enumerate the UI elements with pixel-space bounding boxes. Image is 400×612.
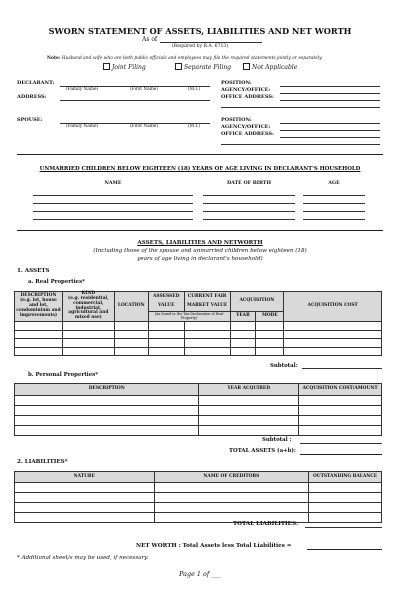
real-col-fmv-value: MARKET VALUE	[184, 303, 230, 312]
real-col-mode: MODE	[256, 312, 284, 322]
joint-filing-checkbox[interactable]	[103, 63, 110, 70]
total-assets-label: TOTAL ASSETS (a+b):	[229, 448, 296, 454]
separate-filing-label: Separate Filing	[184, 64, 232, 71]
liabilities-col-balance: OUTSTANDING BALANCE	[309, 472, 382, 483]
spouse-office-address-field[interactable]	[280, 137, 380, 138]
personal-properties-heading: b. Personal Properties*	[28, 372, 99, 378]
liabilities-col-nature: NATURE	[15, 472, 155, 483]
declarant-family-name-hint: (Family Name)	[66, 87, 99, 92]
declarant-agency-label: AGENCY/OFFICE:	[221, 87, 271, 93]
section-divider	[17, 230, 383, 231]
child-dob-field[interactable]	[203, 211, 295, 212]
child-age-field[interactable]	[303, 219, 365, 220]
real-properties-heading: a. Real Properties*	[28, 279, 85, 285]
total-liabilities-label: TOTAL LIABILITIES:	[233, 521, 299, 527]
real-col-description: DESCRIPTION (e.g. lot, house and lot, condominium and improvements)	[15, 292, 63, 322]
real-col-cost: ACQUISITION COST	[284, 292, 382, 322]
alnw-title: ASSETS, LIABILITIES AND NETWORTH	[137, 240, 263, 246]
declarant-address-field[interactable]	[60, 100, 210, 101]
declarant-office-address-label: OFFICE ADDRESS:	[221, 94, 274, 100]
real-subtotal-label: Subtotal:	[270, 363, 298, 369]
real-col-acquisition: ACQUISITION	[230, 292, 284, 312]
real-col-location: LOCATION	[114, 292, 148, 322]
declarant-first-name-hint: (First Name)	[130, 87, 158, 92]
spouse-position-field[interactable]	[280, 123, 380, 124]
table-row[interactable]	[15, 347, 382, 356]
children-col-age: AGE	[328, 180, 340, 186]
declarant-office-address-field[interactable]	[280, 100, 380, 101]
page-number: Page 1 of ___	[179, 570, 221, 578]
real-col-fmv: CURRENT FAIR	[184, 292, 230, 303]
networth-field[interactable]	[307, 549, 382, 550]
children-col-name: NAME	[104, 180, 122, 186]
declarant-label: DECLARANT:	[17, 80, 55, 86]
child-name-field[interactable]	[33, 219, 193, 220]
children-title: UNMARRIED CHILDREN BELOW EIGHTEEN (18) YEARS OF AGE LIVING IN DECLARANT'S HOUSEHOLD	[39, 166, 361, 172]
table-row[interactable]	[15, 416, 382, 426]
child-dob-field[interactable]	[203, 195, 295, 196]
declarant-position-field[interactable]	[280, 86, 380, 87]
table-row[interactable]	[15, 339, 382, 348]
table-row[interactable]	[15, 396, 382, 406]
real-col-kind: KIND (e.g. residential, commercial, industrial, agricultural and mixed use)	[62, 292, 114, 322]
child-name-field[interactable]	[33, 195, 193, 196]
spouse-label: SPOUSE:	[17, 117, 43, 123]
personal-col-cost: ACQUISITION COST/AMOUNT	[299, 384, 382, 396]
spouse-position-label: POSITION:	[221, 117, 252, 123]
networth-label: NET WORTH : Total Assets less Total Liabilities =	[136, 543, 292, 549]
table-row[interactable]	[15, 513, 382, 523]
real-col-assessed: ASSESSED	[148, 292, 184, 303]
as-of-label: As of	[142, 36, 158, 43]
table-row[interactable]	[15, 322, 382, 331]
child-age-field[interactable]	[303, 195, 365, 196]
table-row[interactable]	[15, 503, 382, 513]
filing-option-not-applicable[interactable]	[243, 63, 297, 72]
real-value-note: (As found in the Tax Declaration of Real Property)	[148, 312, 230, 322]
assets-heading: 1. ASSETS	[17, 268, 50, 274]
table-row[interactable]	[15, 426, 382, 436]
personal-col-description: DESCRIPTION	[15, 384, 199, 396]
footnote: * Additional sheet/s may be used, if necessary.	[17, 555, 149, 561]
liabilities-col-creditors: NAME OF CREDITORS	[154, 472, 309, 483]
required-by: (Required by R.A. 6713)	[171, 44, 229, 49]
personal-subtotal-label: Subtotal :	[262, 437, 292, 443]
separate-filing-checkbox[interactable]	[175, 63, 182, 70]
liabilities-heading: 2. LIABILITIES*	[17, 459, 68, 465]
spouse-agency-label: AGENCY/OFFICE:	[221, 124, 271, 130]
real-properties-table	[14, 291, 382, 356]
alnw-subtitle-2: years of age living in declarant's household)	[137, 256, 263, 262]
personal-subtotal-field[interactable]	[300, 443, 382, 444]
table-row[interactable]	[15, 483, 382, 493]
child-age-field[interactable]	[303, 211, 365, 212]
liabilities-table	[14, 471, 382, 523]
real-subtotal-field[interactable]	[302, 368, 382, 369]
spouse-family-name-hint: (Family Name)	[66, 124, 99, 129]
table-row[interactable]	[15, 493, 382, 503]
total-assets-field[interactable]	[300, 454, 382, 455]
child-name-field[interactable]	[33, 211, 193, 212]
child-name-field[interactable]	[33, 203, 193, 204]
section-divider	[17, 154, 383, 155]
real-col-assessed-value: VALUE	[148, 303, 184, 312]
table-row[interactable]	[15, 330, 382, 339]
declarant-mi-hint: (M.I.)	[188, 87, 201, 92]
declarant-agency-field[interactable]	[280, 93, 380, 94]
child-age-field[interactable]	[303, 203, 365, 204]
spouse-office-address-label: OFFICE ADDRESS:	[221, 131, 274, 137]
filing-option-joint[interactable]	[103, 63, 146, 72]
not-applicable-checkbox[interactable]	[243, 63, 250, 70]
declarant-address-label: ADDRESS:	[17, 94, 47, 100]
alnw-subtitle-1: (Including those of the spouse and unmarried children below eighteen (18)	[93, 248, 307, 254]
real-col-year: YEAR	[230, 312, 256, 322]
spouse-mi-hint: (M.I.)	[188, 124, 201, 129]
total-liabilities-field[interactable]	[305, 527, 382, 528]
joint-filing-label: Joint Filing	[112, 64, 146, 71]
spouse-agency-field[interactable]	[280, 130, 380, 131]
note-label: Note:	[47, 56, 61, 61]
declarant-office-address-field-2[interactable]	[221, 107, 380, 108]
children-col-dob: DATE OF BIRTH	[226, 180, 272, 186]
child-dob-field[interactable]	[203, 219, 295, 220]
personal-col-year: YEAR ACQUIRED	[199, 384, 299, 396]
table-row[interactable]	[15, 406, 382, 416]
filing-option-separate[interactable]	[175, 63, 231, 72]
form-title: SWORN STATEMENT OF ASSETS, LIABILITIES AND NET WORTH	[48, 26, 352, 36]
spouse-first-name-hint: (First Name)	[130, 124, 158, 129]
declarant-position-label: POSITION:	[221, 80, 252, 86]
spouse-office-address-field-2[interactable]	[221, 144, 380, 145]
personal-properties-table	[14, 383, 382, 436]
note-text: Husband and wife who are both public officials and employees may file the required statements jointly or separately.	[61, 56, 323, 61]
not-applicable-label: Not Applicable	[252, 64, 298, 71]
as-of-date-field[interactable]	[160, 42, 262, 43]
child-dob-field[interactable]	[203, 203, 295, 204]
